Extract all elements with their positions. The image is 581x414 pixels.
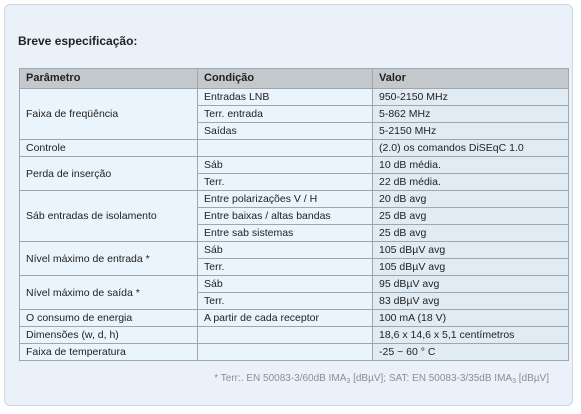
cell-value: 100 mA (18 V) — [373, 310, 569, 327]
table-row — [20, 191, 569, 208]
footnote-sub1: 3 — [346, 378, 351, 385]
cell-condition: A partir de cada receptor — [198, 310, 373, 327]
cell-condition: Saídas — [198, 123, 373, 140]
spec-table — [19, 68, 569, 361]
cell-condition — [198, 344, 373, 361]
cell-value: 5-862 MHz — [373, 106, 569, 123]
cell-condition: Terr. — [198, 293, 373, 310]
cell-value: 10 dB média. — [373, 157, 569, 174]
table-row — [20, 242, 569, 259]
table-row — [20, 89, 569, 106]
table-row — [20, 276, 569, 293]
section-title: Breve especificação: — [18, 34, 138, 48]
cell-value: 25 dB avg — [373, 225, 569, 242]
table-row — [20, 310, 569, 327]
footnote-part2: [dBµV]; SAT: EN 50083-3/35dB IMA — [350, 373, 513, 384]
table-row — [20, 157, 569, 174]
footnote-sub2: 3 — [512, 378, 516, 385]
cell-value: 18,6 x 14,6 x 5,1 centímetros — [373, 327, 569, 344]
footnote — [214, 373, 549, 385]
cell-value: 5-2150 MHz — [373, 123, 569, 140]
cell-condition: Entre sab sistemas — [198, 225, 373, 242]
cell-value: 22 dB média. — [373, 174, 569, 191]
cell-value: (2.0) os comandos DiSEqC 1.0 — [373, 140, 569, 157]
header-value: Valor — [373, 69, 569, 89]
cell-parameter: Dimensões (w, d, h) — [20, 327, 198, 344]
cell-value: 20 dB avg — [373, 191, 569, 208]
cell-condition — [198, 327, 373, 344]
table-body — [20, 89, 569, 361]
cell-value: 950-2150 MHz — [373, 89, 569, 106]
cell-parameter: Nível máximo de entrada * — [20, 242, 198, 276]
cell-parameter: Nível máximo de saída * — [20, 276, 198, 310]
table-row — [20, 140, 569, 157]
table-header-row — [20, 69, 569, 89]
cell-parameter: Sáb entradas de isolamento — [20, 191, 198, 242]
footnote-part3: [dBµV] — [516, 373, 549, 384]
spec-panel — [4, 4, 573, 406]
cell-parameter: O consumo de energia — [20, 310, 198, 327]
header-parameter: Parâmetro — [20, 69, 198, 89]
cell-condition — [198, 140, 373, 157]
cell-value: 25 dB avg — [373, 208, 569, 225]
cell-condition: Entradas LNB — [198, 89, 373, 106]
cell-value: 95 dBµV avg — [373, 276, 569, 293]
cell-parameter: Perda de inserção — [20, 157, 198, 191]
header-condition: Condição — [198, 69, 373, 89]
cell-condition: Entre polarizações V / H — [198, 191, 373, 208]
cell-condition: Entre baixas / altas bandas — [198, 208, 373, 225]
cell-condition: Sáb — [198, 276, 373, 293]
cell-parameter: Faixa de freqüência — [20, 89, 198, 140]
cell-value: 105 dBµV avg — [373, 259, 569, 276]
cell-value: -25 ~ 60 ° C — [373, 344, 569, 361]
cell-parameter: Controle — [20, 140, 198, 157]
cell-condition: Sáb — [198, 242, 373, 259]
cell-condition: Terr. entrada — [198, 106, 373, 123]
table-row — [20, 344, 569, 361]
table-row — [20, 327, 569, 344]
cell-value: 105 dBµV avg — [373, 242, 569, 259]
cell-condition: Terr. — [198, 174, 373, 191]
cell-condition: Sáb — [198, 157, 373, 174]
cell-value: 83 dBµV avg — [373, 293, 569, 310]
footnote-part1: * Terr:. EN 50083-3/60dB IMA — [214, 373, 347, 384]
cell-parameter: Faixa de temperatura — [20, 344, 198, 361]
cell-condition: Terr. — [198, 259, 373, 276]
